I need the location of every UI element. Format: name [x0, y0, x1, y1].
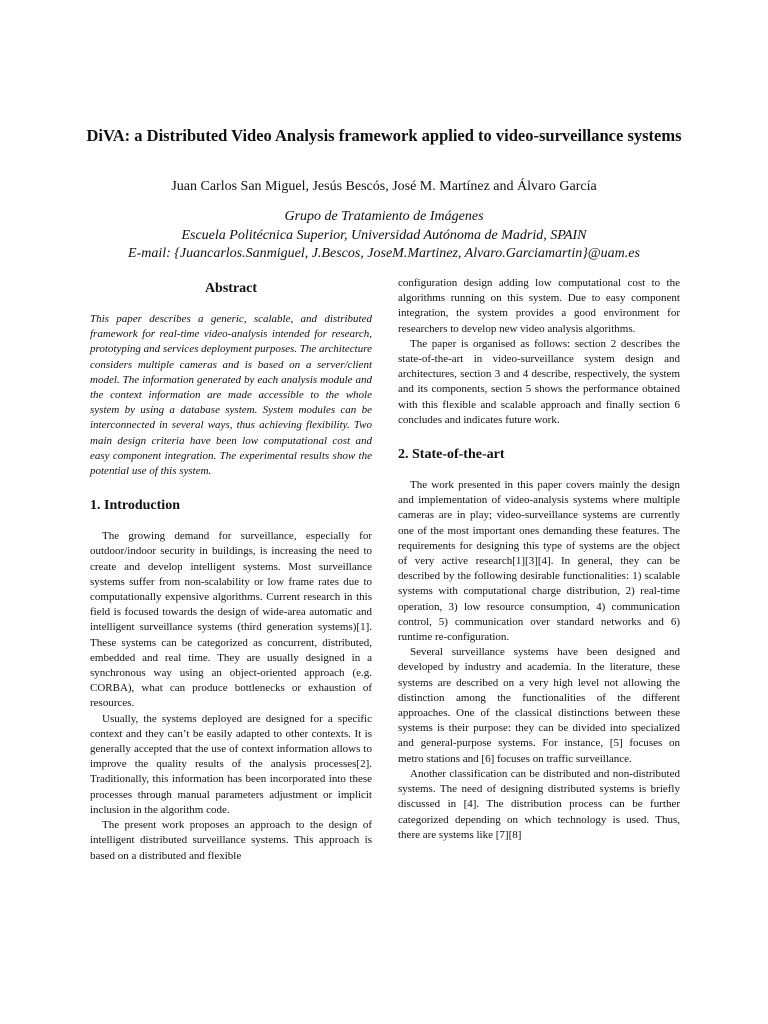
abstract-heading: Abstract: [204, 281, 258, 296]
intro-paragraph: Usually, the systems deployed are designed for a specific context and they can’t be easily adapted to other contexts. It is generally accepted that the use of context information allows to improve the quality results of the analysis processes[2]. Traditionally, this information has been incorporated into these processes through manual parameters adjustment or implicit inclusion in the algorithm code.: [90, 712, 372, 816]
continuation-paragraph: configuration design adding low computational cost to the algorithms running on this system. Due to easy component integration, the system provides a good environment for researchers to develop new video analysis algorithms.: [398, 277, 680, 335]
sota-paragraph: The work presented in this paper covers mainly the design and implementation of video-analysis systems where multiple cameras are in play; video-surveillance systems are currently one of the most important ones demanding these features. The requirements for designing this type of systems are the object of very active research[1][3][4]. In general, they can be described by the following desirable functionalities: 1) scalable systems with computational charge distribution, 2) real-time operation, 3) low resource consumption, 4) communication control, 5) communication over standard networks and 6) runtime re-configuration.: [398, 479, 680, 644]
section-heading-state-of-the-art: 2. State-of-the-art: [398, 447, 505, 463]
sota-paragraph: Another classification can be distributed and non-distributed systems. The need of designing distributed systems is briefly discussed in [4]. The distribution process can be further categorized depending on which technology is used. Thus, there are systems like [7][8]: [398, 767, 680, 841]
organisation-paragraph: The paper is organised as follows: section 2 describes the state-of-the-art in video-surveillance system design and architectures, section 3 and 4 describe, respectively, the system and its components, section 5 shows the performance obtained with this flexible and scalable approach and finally section 6 concludes and indicates future work.: [398, 337, 680, 426]
affiliation-block: [80, 208, 688, 264]
affiliation-email: E-mail: {Juancarlos.Sanmiguel, J.Bescos, JoseM.Martinez, Alvaro.Garciamartin}@uam.es: [128, 246, 640, 261]
affiliation-group: Grupo de Tratamiento de Imágenes: [284, 209, 484, 224]
intro-paragraph: The present work proposes an approach to the design of intelligent distributed surveillance systems. This approach is based on a distributed and flexible: [90, 819, 372, 862]
affiliation-school: Escuela Politécnica Superior, Universidad Autónoma de Madrid, SPAIN: [181, 227, 587, 243]
sota-paragraph: Several surveillance systems have been designed and developed by industry and academia. In the literature, these systems are described on a very high level not allowing the distinction among the functionalities of the different approaches. One of the classical distinctions between these systems is their purpose: they can be divided into specialized and general-purpose systems. For instance, [5] focuses on metro stations and [6] focuses on traffic surveillance.: [398, 646, 680, 765]
paper-authors: Juan Carlos San Miguel, Jesús Bescós, José M. Martínez and Álvaro García: [171, 179, 597, 194]
section-heading-introduction: 1. Introduction: [90, 498, 180, 514]
intro-paragraph: The growing demand for surveillance, especially for outdoor/indoor security in buildings, is increasing the need to create and develop intelligent systems. Most surveillance systems suffer from non-scalability or low frame rates due to computationally expensive algorithms. Current research in this field is focused towards the design of wide-area automatic and intelligent surveillance systems (third generation systems)[1]. These systems can be categorized as concurrent, distributed, embedded and real time. They are usually designed in a synchronous way using an object-oriented approach (e.g. CORBA), what can produce bottlenecks or exhaustion of resources.: [90, 530, 372, 710]
paper-title: DiVA: a Distributed Video Analysis framework applied to video-surveillance systems: [86, 126, 682, 145]
right-column: [398, 276, 680, 843]
abstract-text: This paper describes a generic, scalable, and distributed framework for real-time video-analysis intended for research, prototyping and services deployment purposes. The architecture considers multiple cameras and is based on a server/client model. The information generated by each analysis module and the context information are made accessible to the whole system by using a database system. System modules can be interconnected in several ways, thus achieving flexibility. Two main design criteria have been low computational cost and easy component integration. The experimental results show the potential use of this system.: [90, 313, 372, 478]
left-column: [90, 276, 372, 864]
